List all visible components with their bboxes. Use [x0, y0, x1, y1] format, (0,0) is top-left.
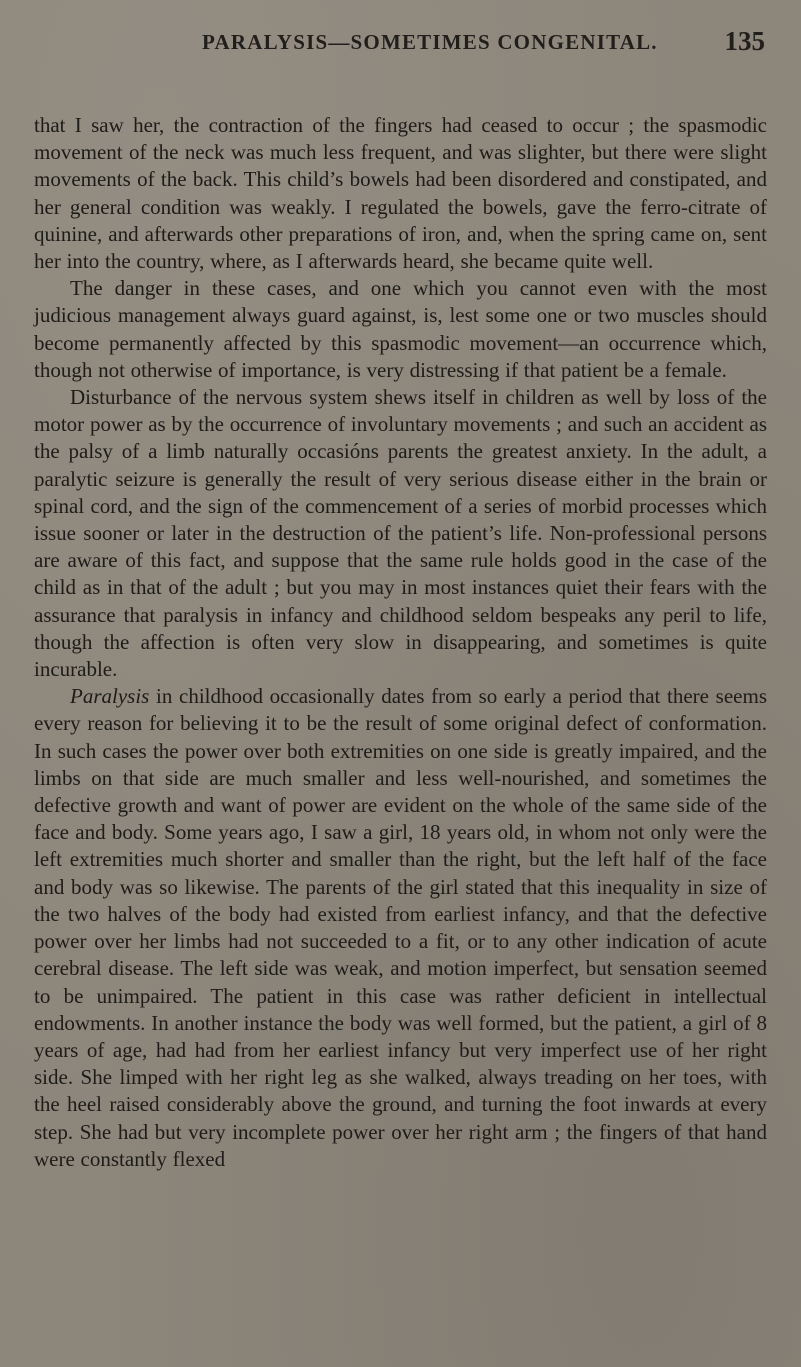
paragraph-disturbance: Disturbance of the nervous system shews itself in children as well by loss of the motor power as by the occurrence of involuntary movements ; and such an accident as the palsy of a limb naturally occasións parents the greatest anxiety. In the adult, a paralytic seizure is generally the result of very serious disease either in the brain or spinal cord, and the sign of the commencement of a series of morbid processes which issue sooner or later in the destruction of the patient’s life. Non-professional persons are aware of this fact, and suppose that the same rule holds good in the case of the child as in that of the adult ; but you may in most instances quiet their fears with the assurance that paralysis in infancy and childhood seldom bespeaks any peril to life, though the affection is often very slow in disappearing, and sometimes is quite incurable.: [34, 385, 767, 682]
paragraph-paralysis: [34, 683, 767, 1173]
running-head: [34, 26, 767, 66]
page-number: 135: [724, 26, 765, 56]
paragraph-danger: The danger in these cases, and one which you cannot even with the most judicious management always guard against, is, lest some one or two muscles should become permanently affected by this spasmodic movement—an occurrence which, though not otherwise of importance, is very distressing if that patient be a female.: [34, 276, 767, 382]
paragraph-lead-word: Paralysis: [70, 684, 150, 709]
paragraph-paralysis-text: in childhood occasionally dates from so early a period that there seems every reason for believing it to be the result of some original defect of conformation. In such cases the power over both extremities on one side is greatly impaired, and the limbs on that side are much smaller and less well-nourished, and sometimes the defective growth and want of power are evident on the whole of the same side of the face and body. Some years ago, I saw a girl, 18 years old, in whom not only were the left extremities much shorter and smaller than the right, but the left half of the face and body was so likewise. The parents of the girl stated that this inequality in size of the two halves of the body had existed from earliest infancy, and that the defective power over her limbs had not succeeded to a fit, or to any other indication of acute cerebral disease. The left side was weak, and motion imperfect, but sensation seemed to be unimpaired. The patient in this case was rather deficient in intellectual endowments. In another instance the body was well formed, but the patient, a girl of 8 years of age, had had from her earliest infancy but very imperfect use of her right side. She limped with her right leg as she walked, always treading on her toes, with the heel raised considerably above the ground, and turning the foot inwards at every step. She had but very incomplete power over her right arm ; the fingers of that hand were constantly flexed: [34, 684, 767, 1171]
running-head-title: PARALYSIS—SOMETIMES CONGENITAL.: [202, 30, 658, 54]
paragraph-continuation: that I saw her, the contraction of the fingers had ceased to occur ; the spasmodic movement of the neck was much less frequent, and was slighter, but there were slight movements of the back. This child’s bowels had been disordered and constipated, and her general condition was weakly. I regulated the bowels, gave the ferro-citrate of quinine, and afterwards other preparations of iron, and, when the spring came on, sent her into the country, where, as I afterwards heard, she became quite well.: [34, 113, 767, 274]
body-text: [34, 112, 767, 1173]
